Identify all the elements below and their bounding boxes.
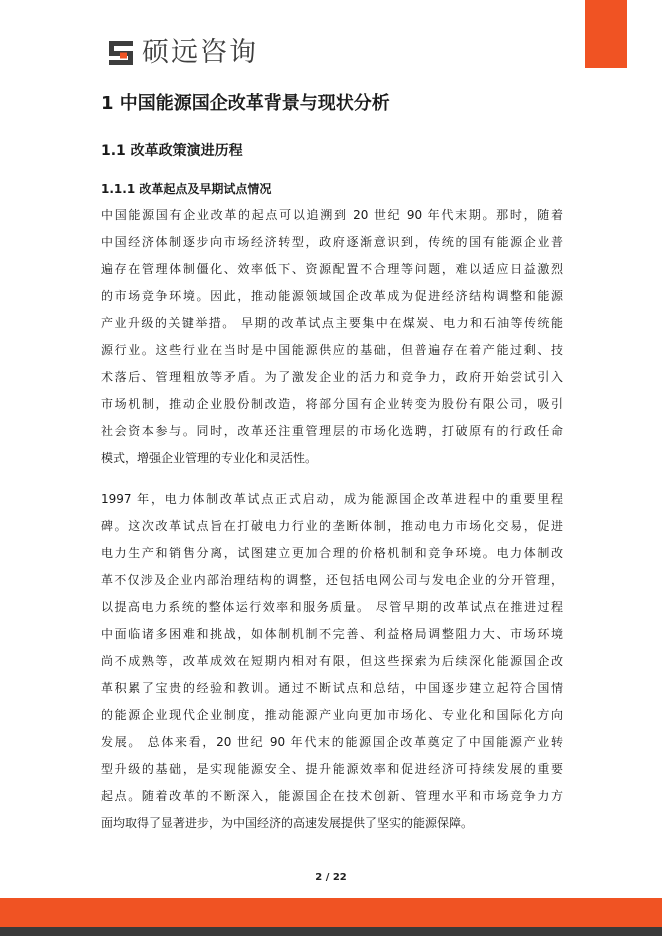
footer-dark-strip (0, 927, 662, 936)
s-mark-icon (106, 38, 136, 68)
section-heading-1-1: 1.1 改革政策演进历程 (101, 143, 243, 159)
paragraph-line: 碑。这次改革试点旨在打破电力行业的垄断体制，推动电力市场化交易，促进 (101, 519, 563, 533)
section-heading-1-1-1: 1.1.1 改革起点及早期试点情况 (101, 182, 272, 196)
paragraph-line: 市场机制，推动企业股份制改造，将部分国有企业转变为股份有限公司，吸引 (101, 397, 563, 411)
footer-accent-bar (0, 898, 662, 927)
paragraph-line: 尚不成熟等，改革成效在短期内相对有限，但这些探索为后续深化能源国企改 (101, 654, 563, 668)
paragraph-line: 型升级的基础，是实现能源安全、提升能源效率和促进经济可持续发展的重要 (101, 762, 563, 776)
body-paragraph-2 (101, 486, 563, 837)
paragraph-line: 革积累了宝贵的经验和教训。通过不断试点和总结，中国逐步建立起符合国情 (101, 681, 563, 695)
paragraph-line: 源行业。这些行业在当时是中国能源供应的基础，但普遍存在着产能过剩、技 (101, 343, 563, 357)
section-heading-1: 1 中国能源国企改革背景与现状分析 (101, 93, 390, 114)
brand-name: 硕远咨询 (142, 37, 258, 68)
paragraph-line: 革不仅涉及企业内部治理结构的调整，还包括电网公司与发电企业的分开管理， (101, 573, 563, 587)
paragraph-line: 术落后、管理粗放等矛盾。为了激发企业的活力和竞争力，政府开始尝试引入 (101, 370, 563, 384)
paragraph-line: 面均取得了显著进步，为中国经济的高速发展提供了坚实的能源保障。 (101, 816, 474, 830)
paragraph-line: 模式，增强企业管理的专业化和灵活性。 (101, 451, 318, 465)
brand-logo (106, 37, 258, 69)
corner-accent-block (585, 0, 627, 68)
page-number: 2 / 22 (315, 872, 347, 883)
paragraph-line: 中国能源国有企业改革的起点可以追溯到 20 世纪 90 年代末期。那时，随着 (101, 208, 563, 222)
paragraph-line: 电力生产和销售分离，试图建立更加合理的价格机制和竞争环境。电力体制改 (101, 546, 563, 560)
paragraph-line: 起点。随着改革的不断深入，能源国企在技术创新、管理水平和市场竞争力方 (101, 789, 563, 803)
paragraph-line: 遍存在管理体制僵化、效率低下、资源配置不合理等问题，难以适应日益激烈 (101, 262, 563, 276)
paragraph-line: 的市场竞争环境。因此，推动能源领域国企改革成为促进经济结构调整和能源 (101, 289, 563, 303)
paragraph-line: 中面临诸多困难和挑战，如体制机制不完善、利益格局调整阻力大、市场环境 (101, 627, 563, 641)
paragraph-line: 以提高电力系统的整体运行效率和服务质量。 尽管早期的改革试点在推进过程 (101, 600, 563, 614)
paragraph-line: 的能源企业现代企业制度，推动能源产业向更加市场化、专业化和国际化方向 (101, 708, 563, 722)
paragraph-line: 产业升级的关键举措。 早期的改革试点主要集中在煤炭、电力和石油等传统能 (101, 316, 563, 330)
paragraph-line: 1997 年，电力体制改革试点正式启动，成为能源国企改革进程中的重要里程 (101, 492, 563, 506)
body-paragraph-1 (101, 202, 563, 472)
paragraph-line: 中国经济体制逐步向市场经济转型，政府逐渐意识到，传统的国有能源企业普 (101, 235, 563, 249)
paragraph-line: 发展。 总体来看，20 世纪 90 年代末的能源国企改革奠定了中国能源产业转 (101, 735, 563, 749)
paragraph-line: 社会资本参与。同时，改革还注重管理层的市场化选聘，打破原有的行政任命 (101, 424, 563, 438)
